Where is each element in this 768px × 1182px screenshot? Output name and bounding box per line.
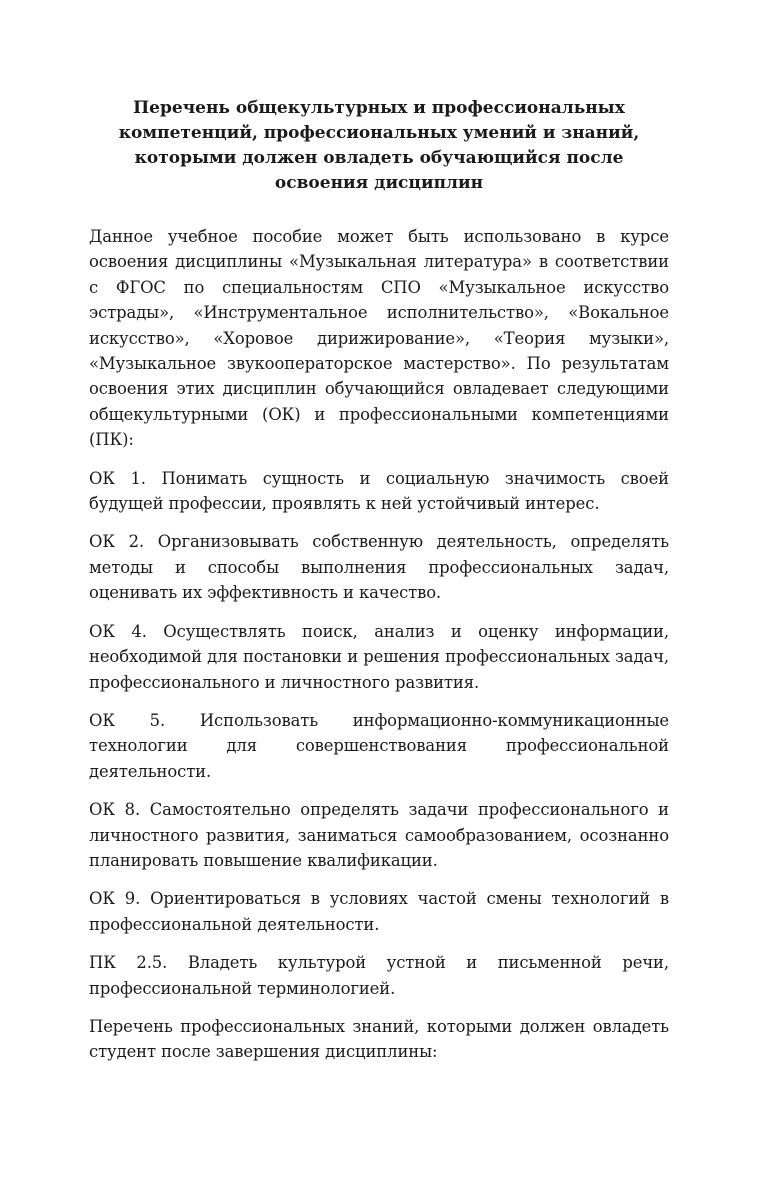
- competency-pk2-5: ПК 2.5. Владеть культурой устной и письменной речи, профессиональной терминологией.: [89, 953, 669, 998]
- document-page: [89, 96, 669, 1078]
- competency-ok1: ОК 1. Понимать сущность и социальную значимость своей будущей профессии, проявлять к ней устойчивый интерес.: [89, 468, 669, 514]
- competency-ok8: ОК 8. Самостоятельно определять задачи профессионального и личностного развития, заниматься самообразованием, осознанно планировать повышение квалификации.: [89, 800, 669, 870]
- competency-ok9: ОК 9. Ориентироваться в условиях частой смены технологий в профессиональной деятельности.: [89, 889, 669, 934]
- page-title: Перечень общекультурных и профессиональных компетенций, профессиональных умений и знаний, которыми должен овладеть обучающийся после освоения дисциплин: [118, 98, 640, 193]
- knowledge-list-intro: Перечень профессиональных знаний, которыми должен овладеть студент после завершения дисциплины:: [89, 1016, 669, 1062]
- intro-paragraph: Данное учебное пособие может быть использовано в курсе освоения дисциплины «Музыкальная литература» в соответствии с ФГОС по специальностям СПО «Музыкальное искусство эстрады», «Инструментальное исполнительство», «Вокальное искусство», «Хоровое дирижирование», «Теория музыки», «Музыкальное звукооператорское мастерство». По результатам освоения этих дисциплин обучающийся овладевает следующими общекультурными (ОК) и профессиональными компетенциями (ПК):: [89, 227, 669, 450]
- competency-ok5: ОК 5. Использовать информационно-коммуникационные технологии для совершенствования профессиональной деятельности.: [89, 710, 669, 781]
- competency-ok4: ОК 4. Осуществлять поиск, анализ и оценку информации, необходимой для постановки и решения профессиональных задач, профессионального и личностного развития.: [89, 621, 669, 692]
- competency-ok2: ОК 2. Организовывать собственную деятельность, определять методы и способы выполнения профессиональных задач, оценивать их эффективность и качество.: [89, 532, 669, 603]
